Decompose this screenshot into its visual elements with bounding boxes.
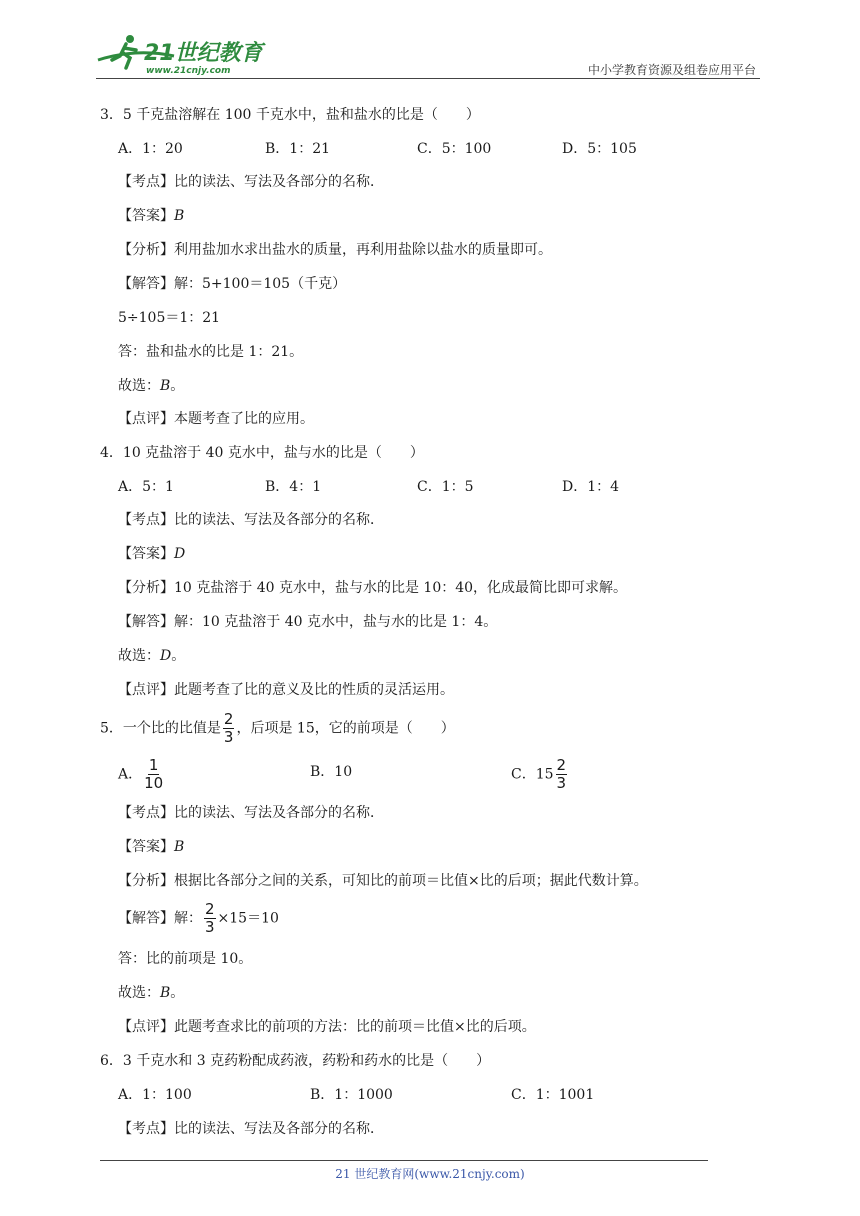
- q4-jieda-tag: 【解答】: [118, 614, 174, 630]
- q3-choose-prefix: 故选：: [118, 378, 160, 394]
- fraction-numerator: 2: [223, 710, 234, 728]
- q6-option-a: A．1：100: [118, 1087, 192, 1103]
- q3-step2: 5÷105＝1：21: [118, 310, 221, 326]
- footer-divider: [100, 1160, 708, 1161]
- q4-option-b: B．4：1: [265, 479, 322, 495]
- q3-option-d: D．5：105: [562, 141, 637, 157]
- q6-option-c: C．1：1001: [511, 1087, 595, 1103]
- fraction-numerator: 2: [556, 756, 567, 774]
- q5-option-c: [511, 758, 569, 791]
- q3-answer: [118, 206, 184, 226]
- q5-fenxi: [118, 871, 648, 891]
- q4-option-a: A．5：1: [118, 479, 174, 495]
- q5-jieda-prefix: 解：: [174, 910, 202, 927]
- q5-choose-prefix: 故选：: [118, 985, 160, 1001]
- q4-jieda: [118, 612, 497, 632]
- q5-dianping-text: 此题考查求比的前项的方法：比的前项＝比值×比的后项。: [174, 1019, 536, 1035]
- q3-dianping-text: 本题考查了比的应用。: [174, 411, 314, 427]
- q5-option-a-label: A．: [118, 766, 143, 783]
- q4-kaodian-text: 比的读法、写法及各部分的名称．: [174, 512, 384, 528]
- q4-choose-suffix: 。: [171, 648, 186, 664]
- q4-fenxi: [118, 578, 627, 598]
- q5-fenxi-text: 根据比各部分之间的关系，可知比的前项＝比值×比的后项；据此代数计算。: [174, 873, 648, 889]
- q4-answer: [118, 544, 185, 564]
- fraction-denominator: 3: [223, 728, 234, 746]
- q4-choose-value: D: [160, 648, 172, 664]
- q6-kaodian-tag: 【考点】: [118, 1121, 174, 1137]
- q6-kaodian: [118, 1119, 384, 1139]
- q3-choose-suffix: 。: [170, 378, 185, 394]
- q3-fenxi-text: 利用盐加水求出盐水的质量，再利用盐除以盐水的质量即可。: [174, 242, 552, 258]
- q5-answer-value: B: [174, 839, 185, 855]
- q5-option-c-fraction: [556, 758, 568, 791]
- fraction-denominator: 3: [556, 774, 567, 792]
- q5-kaodian-tag: 【考点】: [118, 805, 174, 821]
- q4-dianping: [118, 680, 454, 700]
- q3-choose-value: B: [160, 378, 171, 394]
- q5-choose-suffix: 。: [170, 985, 185, 1001]
- q5-stem-part1: 5．一个比的比值是: [100, 720, 221, 737]
- q3-kaodian: [118, 172, 384, 192]
- q5-choose-value: B: [160, 985, 171, 1001]
- q4-answer-value: D: [174, 546, 186, 562]
- q4-kaodian: [118, 510, 384, 530]
- q5-jieda-fraction: [204, 902, 216, 935]
- q3-jieda-text: 解：5+100＝105（千克）: [174, 276, 347, 292]
- q4-fenxi-tag: 【分析】: [118, 580, 174, 596]
- q4-choose: [118, 646, 185, 666]
- q3-kaodian-tag: 【考点】: [118, 174, 174, 190]
- q3-dianping: [118, 409, 314, 429]
- q3-option-a: A．1：20: [118, 141, 183, 157]
- q6-kaodian-text: 比的读法、写法及各部分的名称．: [174, 1121, 384, 1137]
- q4-option-d: D．1：4: [562, 479, 620, 495]
- logo-url: www.21cnjy.com: [146, 66, 231, 76]
- q4-option-c: C．1：5: [417, 479, 474, 495]
- q5-stem: [100, 712, 455, 745]
- q4-jieda-text: 解：10 克盐溶于 40 克水中，盐与水的比是 1：4。: [174, 614, 498, 630]
- q5-jieda-tag: 【解答】: [118, 910, 174, 927]
- q3-option-c: C．5：100: [417, 141, 492, 157]
- q5-dianping-tag: 【点评】: [118, 1019, 174, 1035]
- q5-kaodian: [118, 803, 384, 823]
- q6-stem: 6．3 千克水和 3 克药粉配成药液，药粉和药水的比是（ ）: [100, 1053, 491, 1069]
- q6-option-b: B．1：1000: [310, 1087, 393, 1103]
- q3-fenxi: [118, 240, 552, 260]
- fraction-denominator: 3: [205, 918, 215, 936]
- q5-dianping: [118, 1017, 536, 1037]
- logo-title: 21世纪教育: [144, 41, 263, 66]
- q5-jieda-suffix: ×15＝10: [217, 910, 279, 927]
- q4-choose-prefix: 故选：: [118, 648, 160, 664]
- fraction-numerator: 2: [205, 900, 215, 918]
- fraction-numerator: 1: [148, 756, 159, 774]
- q4-fenxi-text: 10 克盐溶于 40 克水中，盐与水的比是 10：40，化成最简比即可求解。: [174, 580, 628, 596]
- q5-option-c-label: C．15: [511, 766, 554, 783]
- q5-option-a-fraction: [144, 758, 163, 791]
- q3-kaodian-text: 比的读法、写法及各部分的名称．: [174, 174, 384, 190]
- q5-option-a: [118, 758, 165, 791]
- q5-jieda: [118, 902, 279, 935]
- q5-option-b: B．10: [310, 764, 353, 780]
- q5-answer-tag: 【答案】: [118, 839, 174, 855]
- q5-stem-part2: ，后项是 15，它的前项是（ ）: [236, 720, 455, 737]
- header-divider: [96, 78, 760, 79]
- q3-step3: 答：盐和盐水的比是 1：21。: [118, 344, 304, 360]
- q3-choose: [118, 376, 184, 396]
- fraction-denominator: 10: [144, 774, 164, 792]
- q3-answer-tag: 【答案】: [118, 208, 174, 224]
- q3-option-b: B．1：21: [265, 141, 331, 157]
- q3-jieda: [118, 274, 346, 294]
- q4-kaodian-tag: 【考点】: [118, 512, 174, 528]
- q5-answer: [118, 837, 184, 857]
- q5-stem-fraction: [223, 712, 235, 745]
- q5-kaodian-text: 比的读法、写法及各部分的名称．: [174, 805, 384, 821]
- q3-fenxi-tag: 【分析】: [118, 242, 174, 258]
- q3-stem: 3．5 千克盐溶解在 100 千克水中，盐和盐水的比是（ ）: [100, 107, 480, 123]
- q3-dianping-tag: 【点评】: [118, 411, 174, 427]
- q4-stem: 4．10 克盐溶于 40 克水中，盐与水的比是（ ）: [100, 445, 424, 461]
- q4-answer-tag: 【答案】: [118, 546, 174, 562]
- q5-choose: [118, 983, 184, 1003]
- q3-answer-value: B: [174, 208, 185, 224]
- q3-jieda-tag: 【解答】: [118, 276, 174, 292]
- q4-dianping-tag: 【点评】: [118, 682, 174, 698]
- platform-name: 中小学教育资源及组卷应用平台: [587, 63, 756, 77]
- page-header: [96, 30, 760, 78]
- q5-fenxi-tag: 【分析】: [118, 873, 174, 889]
- q4-dianping-text: 此题考查了比的意义及比的性质的灵活运用。: [174, 682, 454, 698]
- page-footer: 21 世纪教育网(www.21cnjy.com): [335, 1167, 525, 1181]
- q5-step2: 答：比的前项是 10。: [118, 951, 253, 967]
- site-logo: [96, 30, 266, 78]
